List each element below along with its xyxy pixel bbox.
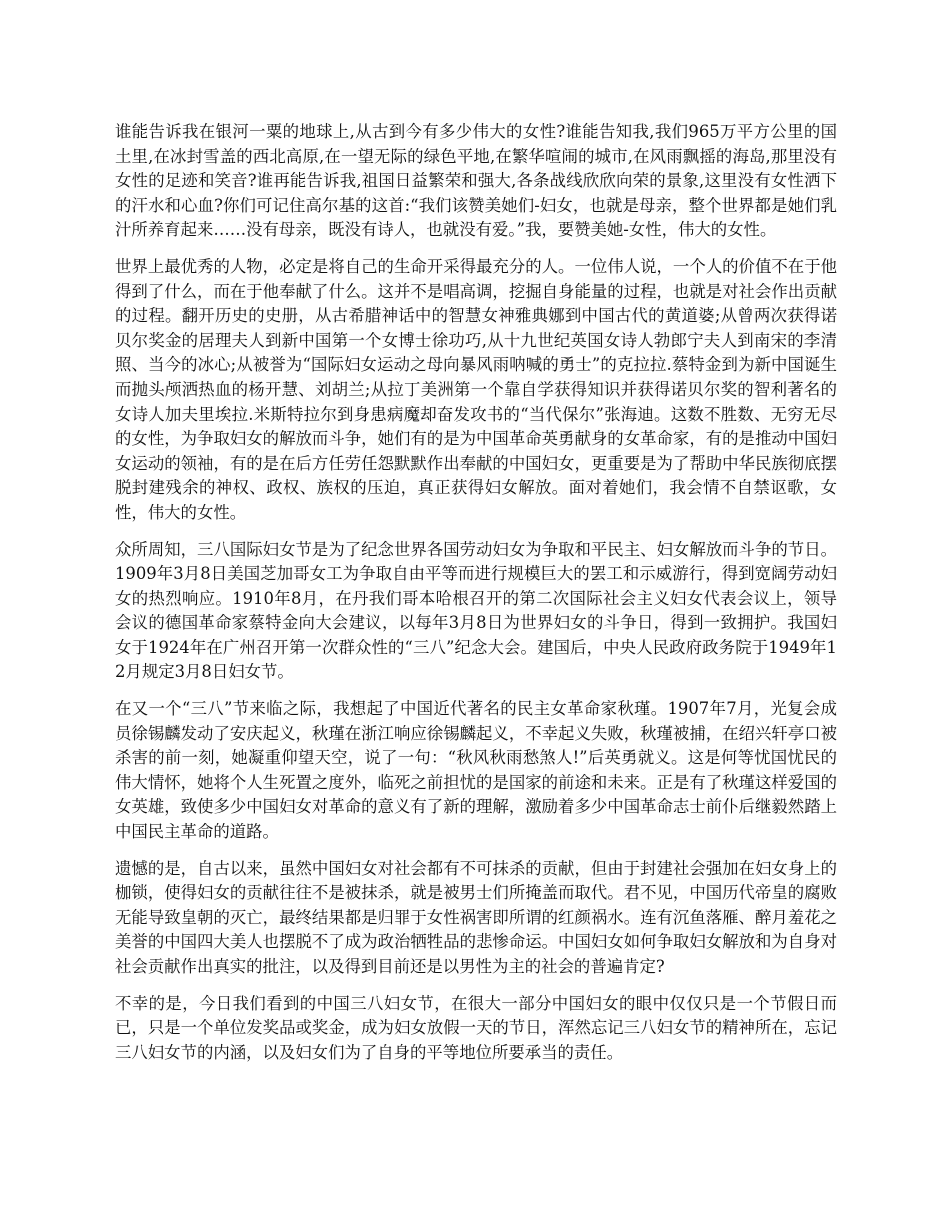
- paragraph-5: 遗憾的是，自古以来，虽然中国妇女对社会都有不可抹杀的贡献，但由于封建社会强加在妇女身上的枷锁，使得妇女的贡献往往不是被抹杀，就是被男士们所掩盖而取代。君不见，中国历代帝皇的腐败无能导致皇朝的灭亡，最终结果都是归罪于女性祸害即所谓的红颜祸水。连有沉鱼落雁、醉月羞花之美誉的中国四大美人也摆脱不了成为政治牺牲品的悲惨命运。中国妇女如何争取妇女解放和为自身对社会贡献作出真实的批注，以及得到目前还是以男性为主的社会的普遍肯定?: [115, 858, 837, 976]
- paragraph-6: 不幸的是，今日我们看到的中国三八妇女节，在很大一部分中国妇女的眼中仅仅只是一个节假日而已，只是一个单位发奖品或奖金，成为妇女放假一天的节日，浑然忘记三八妇女节的精神所在，忘记三八妇女节的内涵，以及妇女们为了自身的平等地位所要承当的责任。: [115, 993, 837, 1062]
- paragraph-4: 在又一个“三八”节来临之际，我想起了中国近代著名的民主女革命家秋瑾。1907年7月，光复会成员徐锡麟发动了安庆起义，秋瑾在浙江响应徐锡麟起义，不幸起义失败，秋瑾被捕，在绍兴轩亭口被杀害的前一刻，她凝重仰望天空，说了一句：“秋风秋雨愁煞人!”后英勇就义。这是何等忧国忧民的伟大情怀，她将个人生死置之度外，临死之前担忧的是国家的前途和未来。正是有了秋瑾这样爱国的女英雄，致使多少中国妇女对革命的意义有了新的理解，激励着多少中国革命志士前仆后继毅然踏上中国民主革命的道路。: [115, 699, 837, 842]
- document-body: [115, 120, 837, 1077]
- paragraph-3: 众所周知，三八国际妇女节是为了纪念世界各国劳动妇女为争取和平民主、妇女解放而斗争的节日。1909年3月8日美国芝加哥女工为争取自由平等而进行规模巨大的罢工和示威游行，得到宽阔劳动妇女的热烈响应。1910年8月，在丹我们哥本哈根召开的第二次国际社会主义妇女代表会议上，领导会议的德国革命家蔡特金向大会建议，以每年3月8日为世界妇女的斗争日，得到一致拥护。我国妇女于1924年在广州召开第一次群众性的“三八”纪念大会。建国后，中央人民政府政务院于1949年12月规定3月8日妇女节。: [115, 539, 837, 682]
- paragraph-2: 世界上最优秀的人物，必定是将自己的生命开采得最充分的人。一位伟人说，一个人的价值不在于他得到了什么，而在于他奉献了什么。这并不是唱高调，挖掘自身能量的过程，也就是对社会作出贡献的过程。翻开历史的史册，从古希腊神话中的智慧女神雅典娜到中国古代的黄道婆;从曾两次获得诺贝尔奖金的居理夫人到新中国第一个女博士徐功巧,从十九世纪英国女诗人勃郎宁夫人到南宋的李清照、当今的冰心;从被誉为“国际妇女运动之母向暴风雨呐喊的勇士”的克拉拉.蔡特金到为新中国诞生而抛头颅洒热血的杨开慧、刘胡兰;从拉丁美洲第一个靠自学获得知识并获得诺贝尔奖的智利著名的女诗人加夫里埃拉.米斯特拉尔到身患病魔却奋发攻书的“当代保尔”张海迪。这数不胜数、无穷无尽的女性，为争取妇女的解放而斗争，她们有的是为中国革命英勇献身的女革命家，有的是推动中国妇女运动的领袖，有的是在后方任劳任怨默默作出奉献的中国妇女，更重要是为了帮助中华民族彻底摆脱封建残余的神权、政权、族权的压迫，真正获得妇女解放。面对着她们，我会情不自禁讴歌，女性，伟大的女性。: [115, 256, 837, 522]
- paragraph-1: 谁能告诉我在银河一粟的地球上,从古到今有多少伟大的女性?谁能告知我,我们965万平方公里的国土里,在冰封雪盖的西北高原,在一望无际的绿色平地,在繁华喧闹的城市,在风雨飘摇的海岛,那里没有女性的足迹和笑音?谁再能告诉我,祖国日益繁荣和强大,各条战线欣欣向荣的景象,这里没有女性洒下的汗水和心血?你们可记住高尔基的这首:“我们该赞美她们-妇女，也就是母亲，整个世界都是她们乳汁所养育起来……没有母亲，既没有诗人，也就没有爱。”我，要赞美她-女性，伟大的女性。: [115, 122, 837, 240]
